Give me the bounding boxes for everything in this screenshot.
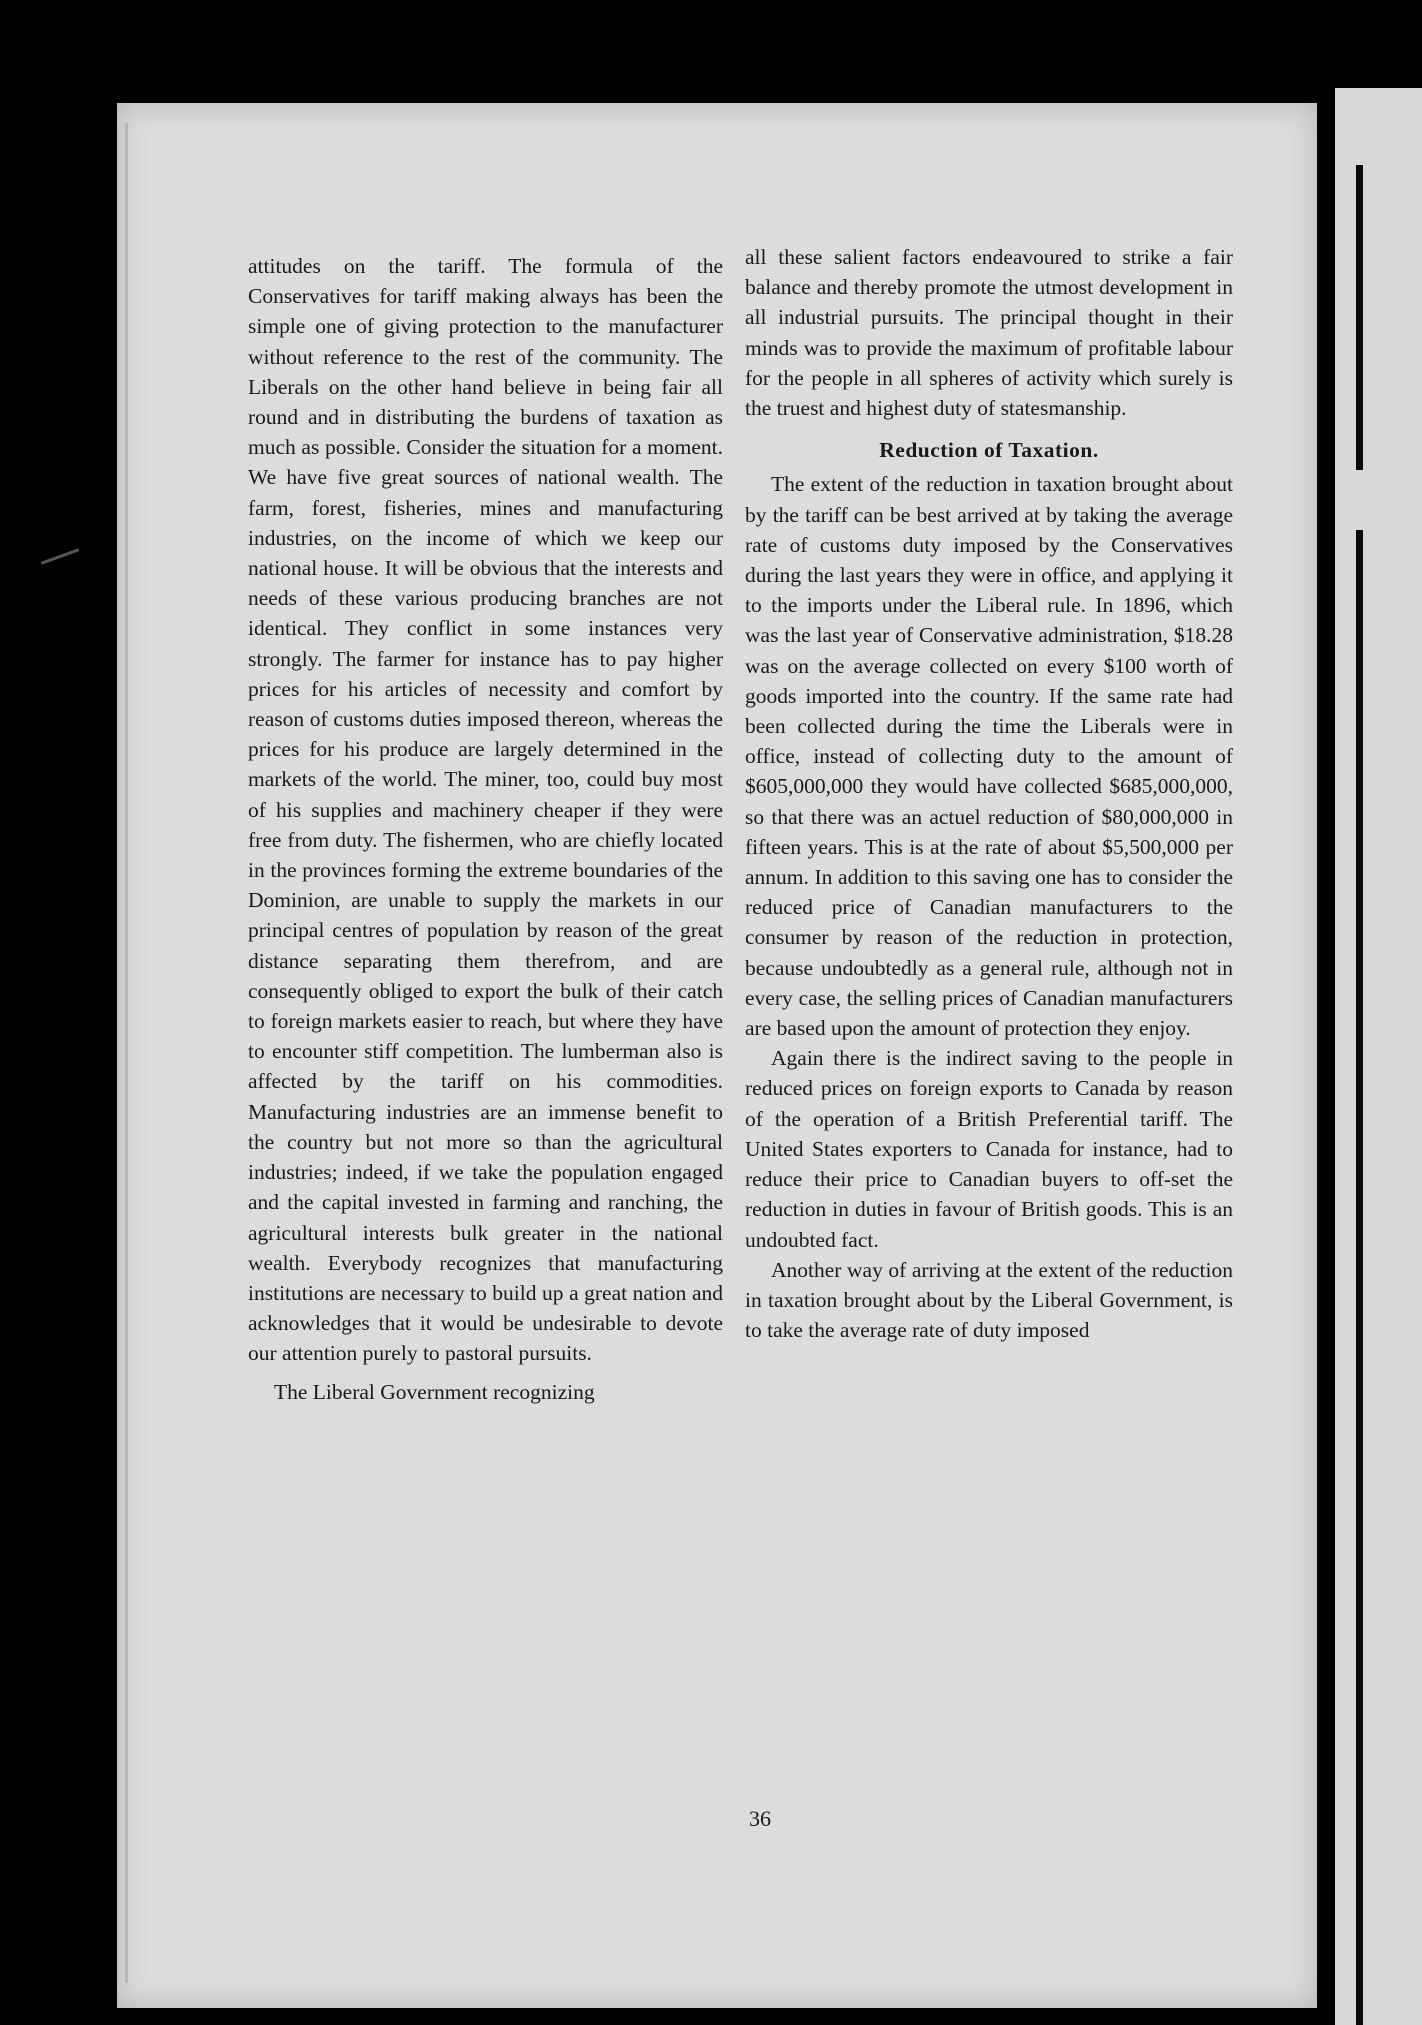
paragraph: The Liberal Government recognizing [274, 1379, 595, 1404]
page-edge [125, 123, 128, 1983]
paragraph: Again there is the indirect saving to the people in reduced prices on foreign exports to Canada by reason of the operation of a British Preferential tariff. The United States exporters to Canada for instance, had to reduce their price to Canadian buyers to off-set the reduction in duties in favour of British goods. This is an undoubted fact. [745, 1046, 1233, 1252]
paragraph: The extent of the reduction in taxation brought about by the tariff can be best arrived at by taking the average rate of customs duty imposed by the Conservatives during the last years they were in office, and applying it to the imports under the Liberal rule. In 1896, which was the last year of Conservative administration, $18.28 was on the average collected on every $100 worth of goods imported into the country. If the same rate had been collected during the time the Liberals were in office, instead of collecting duty to the amount of $605,000,000 they would have collected $685,000,000, so that there was an actuel reduction of $80,000,000 in fifteen years. This is at the rate of about $5,500,000 per annum. In addition to this saving one has to consider the reduced price of Canadian manufacturers to the consumer by reason of the reduction in protection, because undoubtedly as a general rule, although not in every case, the selling prices of Canadian manufacturers are based upon the amount of protection they enjoy. [745, 472, 1233, 1041]
section-heading: Reduction of Taxation. [879, 438, 1099, 463]
paragraph: attitudes on the tariff. The formula of the Conservatives for tariff making always has been the simple one of giving protection to the manufacturer without reference to the rest of the community. The Liberals on the other hand believe in being fair all round and in distributing the burdens of taxation as much as possible. Consider the situation for a moment. We have five great sources of national wealth. The farm, forest, fisheries, mines and manufacturing industries, on the income of which we keep our national house. It will be obvious that the interests and needs of these various producing branches are not identical. They conflict in some instances very strongly. The farmer for instance has to pay higher prices for his articles of necessity and comfort by reason of customs duties imposed thereon, whereas the prices for his produce are largely determined in the markets of the world. The miner, too, could buy most of his supplies and machinery cheaper if they were free from duty. The fishermen, who are chiefly located in the provinces forming the extreme boundaries of the Dominion, are unable to supply the markets in our principal centres of population by reason of the great distance separating them therefrom, and are consequently obliged to export the bulk of their catch to foreign markets easier to reach, but where they have to encounter stiff competition. The lumberman also is affected by the tariff on his commodities. Manufacturing industries are an immense benefit to the country but not more so than the agricultural industries; indeed, if we take the population engaged and the capital invested in farming and ranching, the agricultural interests bulk greater in the national wealth. Everybody recognizes that manufacturing institutions are necessary to build up a great nation and acknowledges that it would be undesirable to devote our attention purely to pastoral pursuits. [248, 254, 723, 1366]
spine-gap [1350, 470, 1370, 530]
paragraph: Another way of arriving at the extent of the reduction in taxation brought about by the Liberal Government, is to take the average rate of duty imposed [745, 1257, 1233, 1343]
page-number: 36 [749, 1806, 771, 1831]
paragraph: all these salient factors endeavoured to strike a fair balance and thereby promote the utmost development in all industrial pursuits. The principal thought in their minds was to provide the maximum of profitable labour for the people in all spheres of activity which surely is the truest and highest duty of statesmanship. [745, 245, 1233, 421]
right-text-column [745, 242, 1233, 1345]
facing-page-edge [1335, 88, 1422, 2025]
scan-mark [41, 548, 80, 564]
left-text-column [248, 251, 723, 1407]
book-spine-shadow [1356, 165, 1363, 2025]
